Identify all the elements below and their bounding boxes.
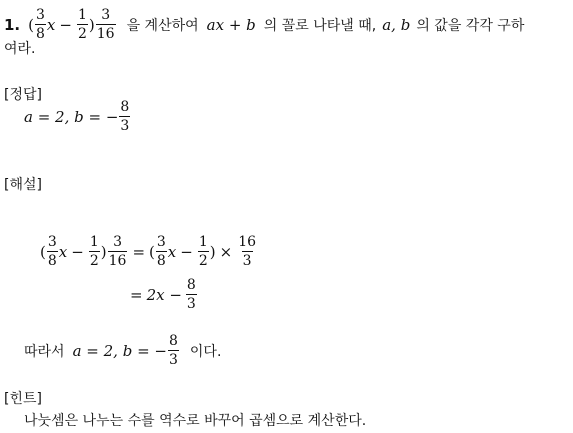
fraction-a: $\frac{3}{8}$ xyxy=(36,7,45,42)
exp-fraction-e: $\frac{8}{3}$ xyxy=(186,277,196,312)
answer-label: [정답] xyxy=(4,87,42,103)
question-form: ax + b xyxy=(206,15,256,34)
question-text-3: 의 값을 각각 구하 xyxy=(416,17,525,34)
exp-fraction-b: $\frac{1}{2}$ xyxy=(89,234,99,269)
paren-close: ) xyxy=(88,15,95,34)
answer-fraction: $\frac{8}{3}$ xyxy=(120,99,130,134)
exp-fraction-b2: $\frac{1}{2}$ xyxy=(198,234,208,269)
conclusion-prefix: 따라서 xyxy=(24,343,65,360)
hint-label: [힌트] xyxy=(4,391,42,407)
explanation-conclusion xyxy=(24,334,221,367)
answer-math: a = 2, b = − xyxy=(24,107,119,126)
times-sign: × xyxy=(219,242,233,261)
conclusion-fraction: $\frac{8}{3}$ xyxy=(168,333,178,368)
hint-text: 나눗셈은 나누는 수를 역수로 바꾸어 곱셈으로 계산한다. xyxy=(24,413,367,429)
question-vars: a, b xyxy=(382,15,411,34)
answer-line xyxy=(24,100,131,133)
question-text-line2: 여라. xyxy=(4,41,36,57)
equals-sign: = xyxy=(132,242,146,261)
fraction-b: $\frac{1}{2}$ xyxy=(77,7,87,42)
question-text-2: 의 꼴로 나타낼 때, xyxy=(263,17,377,34)
fraction-c: $\frac{3}{16}$ xyxy=(96,7,115,42)
explanation-label: [해설] xyxy=(4,177,42,193)
variable-x: x xyxy=(46,15,56,34)
minus-sign: − xyxy=(59,15,72,34)
exp-fraction-a2: $\frac{3}{8}$ xyxy=(156,234,166,269)
question-text-1: 을 계산하여 xyxy=(126,17,199,34)
paren-open: ( xyxy=(28,15,34,34)
exp-fraction-d: $\frac{16}{3}$ xyxy=(238,234,257,269)
exp-fraction-a: $\frac{3}{8}$ xyxy=(47,234,57,269)
conclusion-math: a = 2, b = − xyxy=(72,341,167,360)
conclusion-suffix: 이다. xyxy=(189,343,222,360)
explanation-line-1: ( $\frac{3}{8}$ x − $\frac{1}{2}$ ) $\frac{3}{16}$ = ( $\frac{3}{8}$ x − $\frac{1}{2}$ ) × $\frac{16}{3}$ xyxy=(40,234,257,269)
exp-fraction-c: $\frac{3}{16}$ xyxy=(108,234,127,269)
question-line xyxy=(4,8,524,41)
question-number: 1. xyxy=(4,15,21,34)
explanation-line-2: = 2x − $\frac{8}{3}$ xyxy=(130,277,196,312)
